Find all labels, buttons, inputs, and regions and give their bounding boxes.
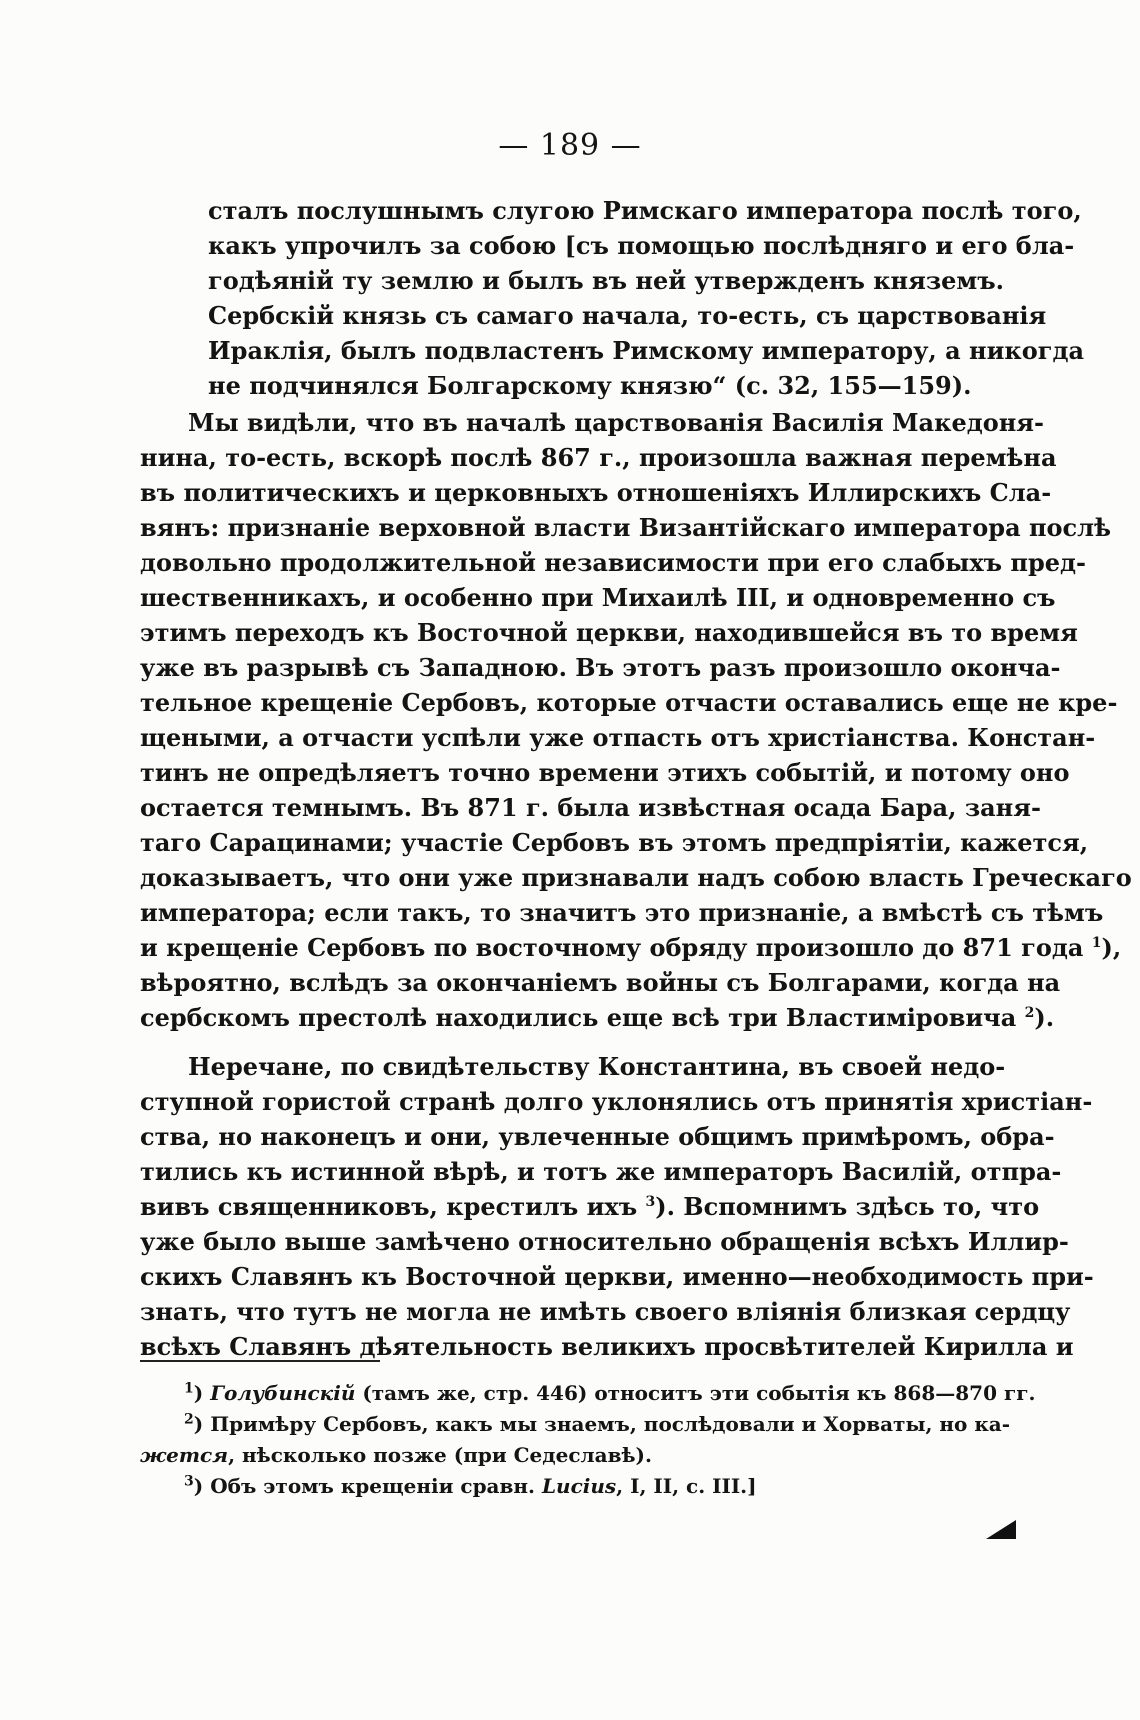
footnote-text: Объ этомъ крещеніи сравн. <box>210 1474 542 1498</box>
quote-line: годѣяній ту землю и былъ въ ней утвержденъ княземъ. <box>208 266 1005 295</box>
footnote-text: , нѣсколько позже (при Седеславѣ). <box>228 1443 652 1467</box>
main-text <box>140 405 1132 1364</box>
text-line: доказываетъ, что они уже признавали надъ собою власть Греческаго <box>140 863 1132 892</box>
footnote-text: , I, II, с. III.] <box>616 1474 757 1498</box>
text-segment: вивъ священниковъ, крестилъ ихъ <box>140 1192 638 1221</box>
footnote-divider <box>140 1360 380 1362</box>
text-line: нина, то-есть, вскорѣ послѣ 867 г., произошла важная перемѣна <box>140 443 1057 472</box>
text-line: уже было выше замѣчено относительно обращенія всѣхъ Иллир- <box>140 1227 1069 1256</box>
text-line: тельное крещеніе Сербовъ, которые отчасти оставались еще не кре- <box>140 688 1118 717</box>
text-line-with-footnote-ref <box>140 1189 1040 1224</box>
text-line: этимъ переходъ къ Восточной церкви, находившейся въ то время <box>140 618 1078 647</box>
footnote-marker: 3 <box>184 1473 194 1490</box>
footnote-marker: 1 <box>184 1380 194 1397</box>
text-line: ства, но наконецъ и они, увлеченные общимъ примѣромъ, обра- <box>140 1122 1055 1151</box>
text-segment: и крещеніе Сербовъ по восточному обряду произошло до 871 года <box>140 933 1084 962</box>
footnote-marker: 2 <box>184 1411 194 1428</box>
quote-line: Сербскій князь съ самаго начала, то-есть, съ царствованія <box>208 301 1047 330</box>
footnote-ref-3: 3 <box>645 1194 656 1210</box>
text-line: таго Сарацинами; участіе Сербовъ въ этомъ предпріятіи, кажется, <box>140 828 1089 857</box>
scan-corner-mark-icon <box>984 1518 1018 1540</box>
text-line: уже въ разрывѣ съ Западною. Въ этотъ разъ произошло оконча- <box>140 653 1061 682</box>
footnote-ref-1: 1 <box>1091 935 1102 951</box>
quote-block <box>208 193 1085 403</box>
text-line: скихъ Славянъ къ Восточной церкви, именно—необходимость при- <box>140 1262 1094 1291</box>
paragraph-2 <box>140 1049 1094 1364</box>
paragraph-1 <box>140 405 1132 1035</box>
footnote-3: $^3$) Объ этомъ крещеніи сравн. Lucius, I, II, с. III.] <box>184 1473 757 1498</box>
footnote-italic: жется <box>140 1443 229 1467</box>
text-line: щеными, а отчасти успѣли уже отпасть отъ христіанства. Констан- <box>140 723 1096 752</box>
text-line: тились къ истинной вѣрѣ, и тотъ же императоръ Василій, отпра- <box>140 1157 1062 1186</box>
text-line: знать, что тутъ не могла не имѣть своего вліянія близкая сердцу <box>140 1297 1071 1326</box>
text-segment: сербскомъ престолѣ находились еще всѣ три Властиміровича <box>140 1003 1017 1032</box>
text-segment: ). Вспомнимъ здѣсь то, что <box>655 1192 1040 1221</box>
text-line: шественникахъ, и особенно при Михаилѣ III, и одновременно съ <box>140 583 1056 612</box>
footnote-2: $^2$) Примѣру Сербовъ, какъ мы знаемъ, послѣдовали и Хорваты, но ка- <box>184 1411 1011 1436</box>
quote-line: Ираклія, былъ подвластенъ Римскому императору, а никогда <box>208 336 1085 365</box>
footnote-1: $^1$) Голубинскій (тамъ же, стр. 446) относитъ эти событія къ 868—870 гг. <box>184 1380 1036 1405</box>
footnote-2-continued <box>140 1440 940 1471</box>
text-line: Мы видѣли, что въ началѣ царствованія Василія Македоня- <box>188 408 1044 437</box>
quote-line: не подчинялся Болгарскому князю“ (с. 32, 155—159). <box>208 371 972 400</box>
footnotes <box>140 1378 1036 1502</box>
text-line: императора; если такъ, то значитъ это признаніе, а вмѣстѣ съ тѣмъ <box>140 898 1104 927</box>
footnote-author: Голубинскій <box>210 1381 356 1405</box>
footnote-text: (тамъ же, стр. 446) относитъ эти событія къ 868—870 гг. <box>355 1381 1036 1405</box>
quote-line: какъ упрочилъ за собою [съ помощью послѣдняго и его бла- <box>208 231 1075 260</box>
footnote-ref-2: 2 <box>1024 1005 1035 1021</box>
footnote-author: Lucius <box>541 1474 617 1498</box>
paragraph-gap <box>140 1035 940 1049</box>
footnote-text: Примѣру Сербовъ, какъ мы знаемъ, послѣдовали и Хорваты, но ка- <box>210 1412 1011 1436</box>
text-line: тинъ не опредѣляетъ точно времени этихъ событій, и потому оно <box>140 758 1070 787</box>
quote-line: сталъ послушнымъ слугою Римскаго императора послѣ того, <box>208 196 1082 225</box>
text-line: остается темнымъ. Въ 871 г. была извѣстная осада Бара, заня- <box>140 793 1041 822</box>
text-segment: ), <box>1101 933 1122 962</box>
text-segment: ). <box>1034 1003 1055 1032</box>
text-line: ступной гористой странѣ долго уклонялись отъ принятія христіан- <box>140 1087 1093 1116</box>
text-line: всѣхъ Славянъ дѣятельность великихъ просвѣтителей Кирилла и <box>140 1332 1074 1361</box>
text-line: вѣроятно, вслѣдъ за окончаніемъ войны съ Болгарами, когда на <box>140 968 1061 997</box>
text-line: вянъ: признаніе верховной власти Византійскаго императора послѣ <box>140 513 1111 542</box>
text-line: въ политическихъ и церковныхъ отношеніяхъ Иллирскихъ Сла- <box>140 478 1052 507</box>
text-line: Неречане, по свидѣтельству Константина, въ своей недо- <box>188 1052 1006 1081</box>
page-number: — 189 — <box>498 128 642 163</box>
text-line: довольно продолжительной независимости при его слабыхъ пред- <box>140 548 1086 577</box>
text-line-with-footnote-ref <box>140 1000 1055 1035</box>
text-line-with-footnote-ref <box>140 930 1122 965</box>
